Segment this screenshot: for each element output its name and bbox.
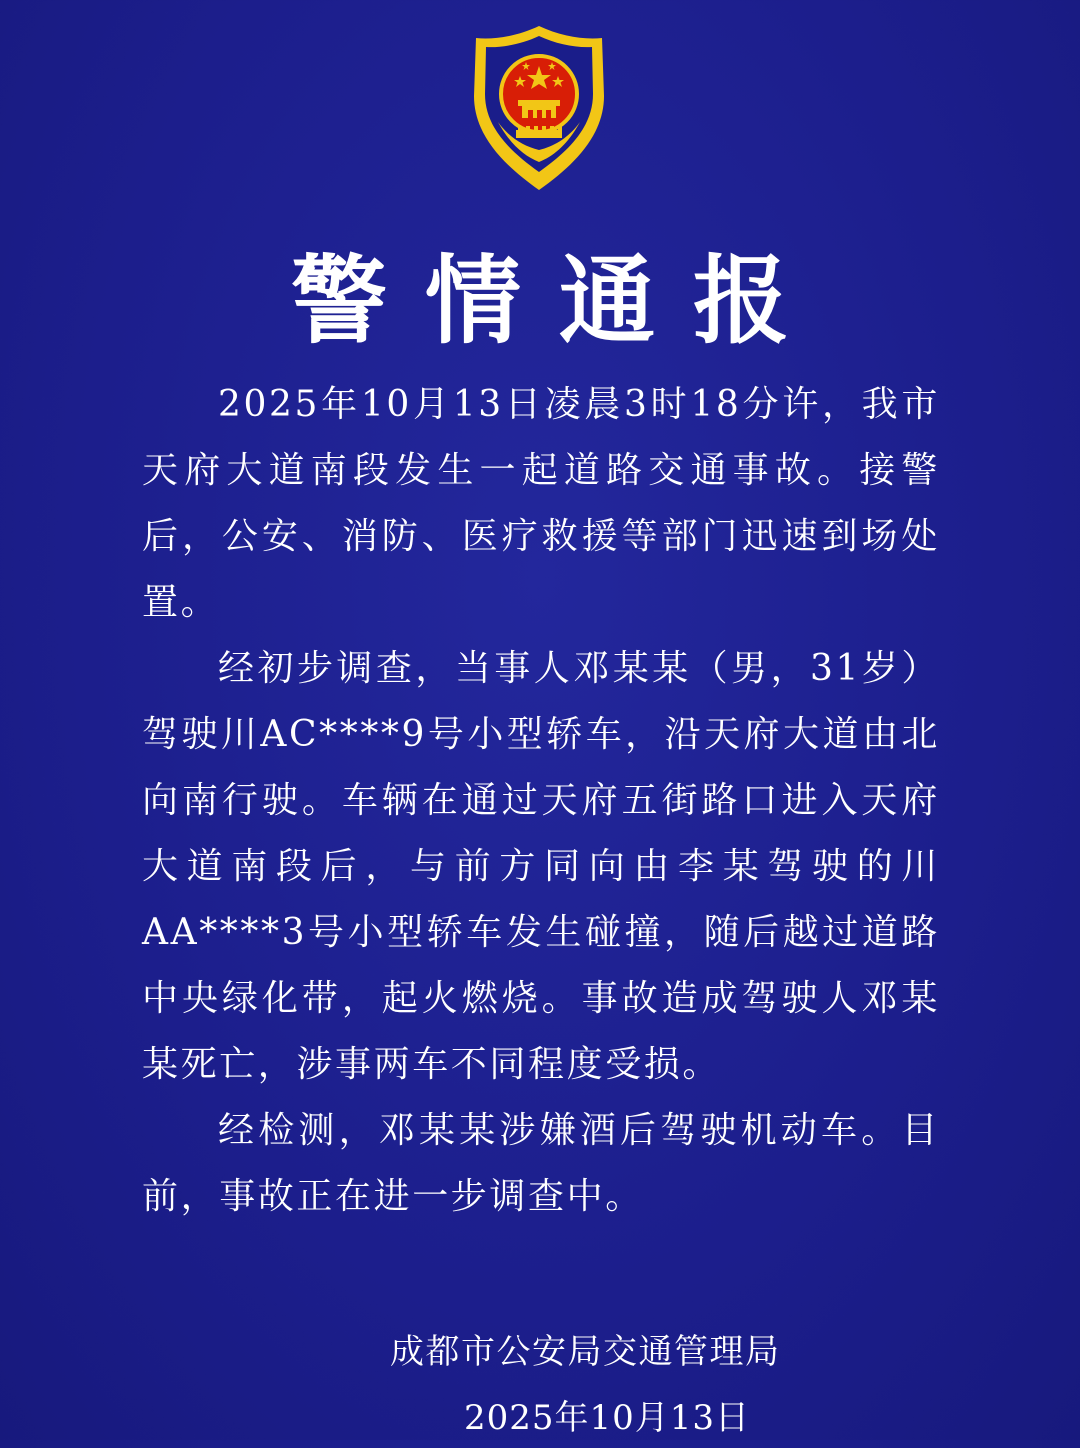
notice-paragraph: 经检测，邓某某涉嫌酒后驾驶机动车。目前，事故正在进一步调查中。: [142, 1110, 940, 1217]
notice-body: [142, 372, 940, 1230]
notice-title: 警情通报: [291, 245, 827, 357]
issue-date: 2025年10月13日: [464, 1398, 751, 1438]
notice-paragraph: 2025年10月13日凌晨3时18分许，我市天府大道南段发生一起道路交通事故。接警后，公安、消防、医疗救援等部门迅速到场处置。: [142, 384, 940, 623]
police-emblem-icon: [458, 22, 620, 194]
notice-paragraph: 经初步调查，当事人邓某某（男，31岁）驾驶川AC****9号小型轿车，沿天府大道由北向南行驶。车辆在通过天府五街路口进入天府大道南段后，与前方同向由李某驾驶的川AA****3号小型轿车发生碰撞，随后越过道路中央绿化带，起火燃烧。事故造成驾驶人邓某某死亡，涉事两车不同程度受损。: [142, 648, 940, 1085]
issuing-authority: 成都市公安局交通管理局: [390, 1332, 781, 1372]
